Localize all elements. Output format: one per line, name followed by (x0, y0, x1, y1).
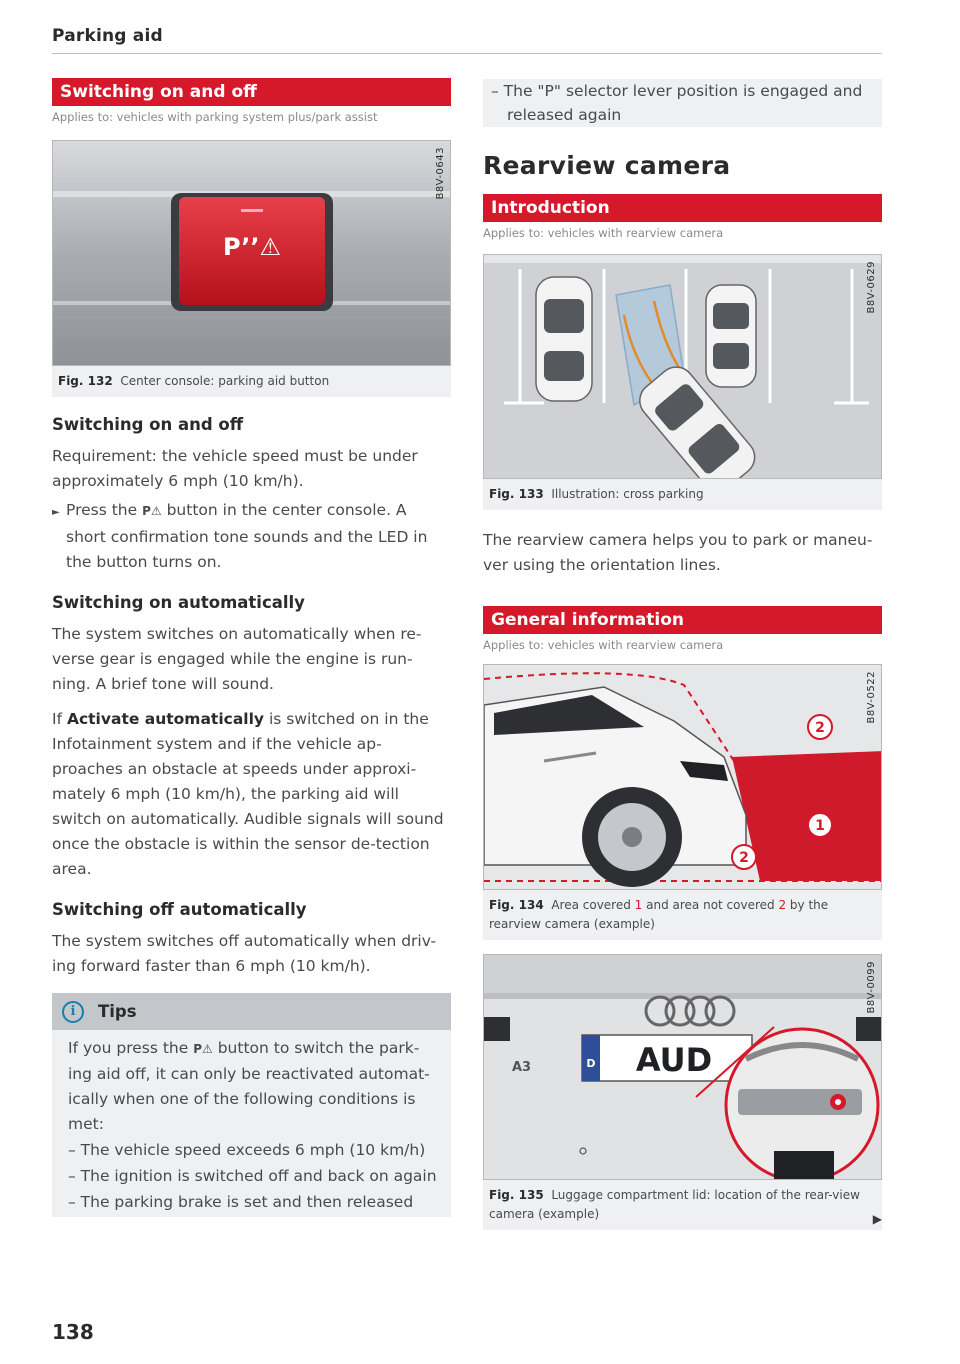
right-column (483, 78, 882, 1230)
tips-list-item: – The parking brake is set and then released (68, 1193, 414, 1211)
model-badge: A3 (512, 1060, 532, 1075)
svg-text:D: D (586, 1057, 596, 1070)
figure-132 (52, 140, 451, 397)
figure-code: B8V-0643 (435, 147, 446, 200)
figure-134-image (483, 664, 882, 890)
page-header (52, 26, 882, 54)
figure-134 (483, 664, 882, 940)
subhead-auto-on: Switching on automatically (52, 593, 305, 612)
applies-to-note: Applies to: vehicles with rearview camera (483, 226, 724, 240)
figure-caption (483, 890, 882, 940)
tips-paragraph (68, 1036, 441, 1137)
paragraph-auto-on: The system switches on automatically when re-verse gear is engaged while the engine is run-ning. A brief tone will sound. (52, 625, 422, 693)
paragraph-requirement: Requirement: the vehicle speed must be under approximately 6 mph (10 km/h). (52, 447, 418, 490)
center-console-illustration (53, 141, 451, 366)
bullet-triangle-icon: ► (52, 507, 60, 518)
camera-coverage-illustration (484, 665, 882, 890)
luggage-lid-illustration (484, 955, 882, 1180)
tips-box (52, 993, 451, 1217)
figure-caption (483, 479, 882, 510)
paragraph-activate-auto (52, 707, 451, 882)
svg-text:2: 2 (739, 850, 749, 866)
figure-label: Fig. 133 (489, 487, 544, 501)
figure-132-image (52, 140, 451, 366)
figure-caption (483, 1180, 882, 1230)
figure-code: B8V-0629 (866, 261, 877, 314)
main-section-title: Rearview camera (483, 151, 731, 180)
figure-caption-text: Luggage compartment lid: location of the rear-view camera (example) (489, 1188, 860, 1221)
bullet-press-button (52, 498, 451, 575)
figure-label: Fig. 134 (489, 898, 544, 912)
tips-text-pre: If you press the (68, 1039, 194, 1057)
caption-text: and area not covered (642, 898, 779, 912)
inline-button-symbol: P⚠ (142, 504, 162, 518)
figure-code: B8V-0522 (866, 671, 877, 724)
subhead-switching: Switching on and off (52, 415, 244, 434)
tips-title: Tips (98, 1002, 137, 1021)
section-title-general: General information (483, 606, 882, 634)
paragraph-intro: The rearview camera helps you to park or maneu-ver using the orientation lines. (483, 531, 873, 574)
caption-text: by the rearview camera (example) (489, 898, 829, 931)
caption-marker: 2 (778, 898, 787, 912)
tips-header (52, 993, 451, 1030)
figure-label: Fig. 135 (489, 1188, 544, 1202)
paragraph-auto-off: The system switches off automatically when driv-ing forward faster than 6 mph (10 km/h). (52, 932, 437, 975)
header-title: Parking aid (52, 26, 163, 46)
plate-text: AUD (635, 1041, 713, 1079)
text-bold-setting: Activate automatically (66, 710, 265, 728)
text-pre: If (52, 710, 67, 728)
figure-label: Fig. 132 (58, 374, 113, 388)
bullet-text-pre: Press the (66, 501, 143, 519)
caption-text: Area covered (551, 898, 635, 912)
figure-caption-text: Illustration: cross parking (551, 487, 704, 501)
continue-arrow-icon: ▶ (872, 1212, 882, 1226)
figure-135-image (483, 954, 882, 1180)
applies-to-note: Applies to: vehicles with parking system plus/park assist (52, 110, 378, 124)
figure-code: B8V-0099 (866, 961, 877, 1014)
caption-marker: 1 (634, 898, 643, 912)
parked-car-graphic (536, 277, 592, 401)
svg-text:2: 2 (815, 720, 825, 736)
tips-body (52, 1030, 451, 1217)
tips-text-post: button to switch the park-ing aid off, it can only be reactivated automat-ically when one of the following conditions is met: (68, 1039, 430, 1133)
figure-135 (483, 954, 882, 1230)
figure-133-image (483, 254, 882, 479)
tips-list-item: – The vehicle speed exceeds 6 mph (10 km/h) (68, 1141, 426, 1159)
applies-to-note: Applies to: vehicles with rearview camera (483, 638, 724, 652)
left-column (52, 78, 451, 1217)
figure-133 (483, 254, 882, 510)
section-title-introduction: Introduction (483, 194, 882, 222)
continued-list-box (483, 79, 882, 127)
parked-car-graphic (706, 285, 756, 387)
bullet-text-post: button in the center console. A short confirmation tone sounds and the LED in the button turns on. (66, 501, 428, 571)
section-title-switching: Switching on and off (52, 78, 451, 106)
info-icon: i (62, 1001, 84, 1023)
subhead-auto-off: Switching off automatically (52, 900, 307, 919)
cross-parking-illustration (484, 255, 882, 479)
figure-caption-text: Center console: parking aid button (120, 374, 330, 388)
inline-button-symbol: P⚠ (193, 1042, 213, 1056)
page-number: 138 (52, 1320, 94, 1344)
text-post: is switched on in the Infotainment system and if the vehicle ap-proaches an obstacle at speeds under approxi-mately 6 mph (10 km/h), the parking aid will switch on automatically. Audible signals will sound once the obstacle is within the sensor de-tection area. (52, 710, 444, 878)
button-symbol: P’’⚠ (222, 233, 282, 261)
tips-list-item: – The ignition is switched off and back on again (68, 1167, 437, 1185)
figure-caption (52, 366, 451, 397)
continued-list-item: – The "P" selector lever position is engaged and released again (491, 82, 863, 124)
svg-text:1: 1 (815, 818, 825, 834)
